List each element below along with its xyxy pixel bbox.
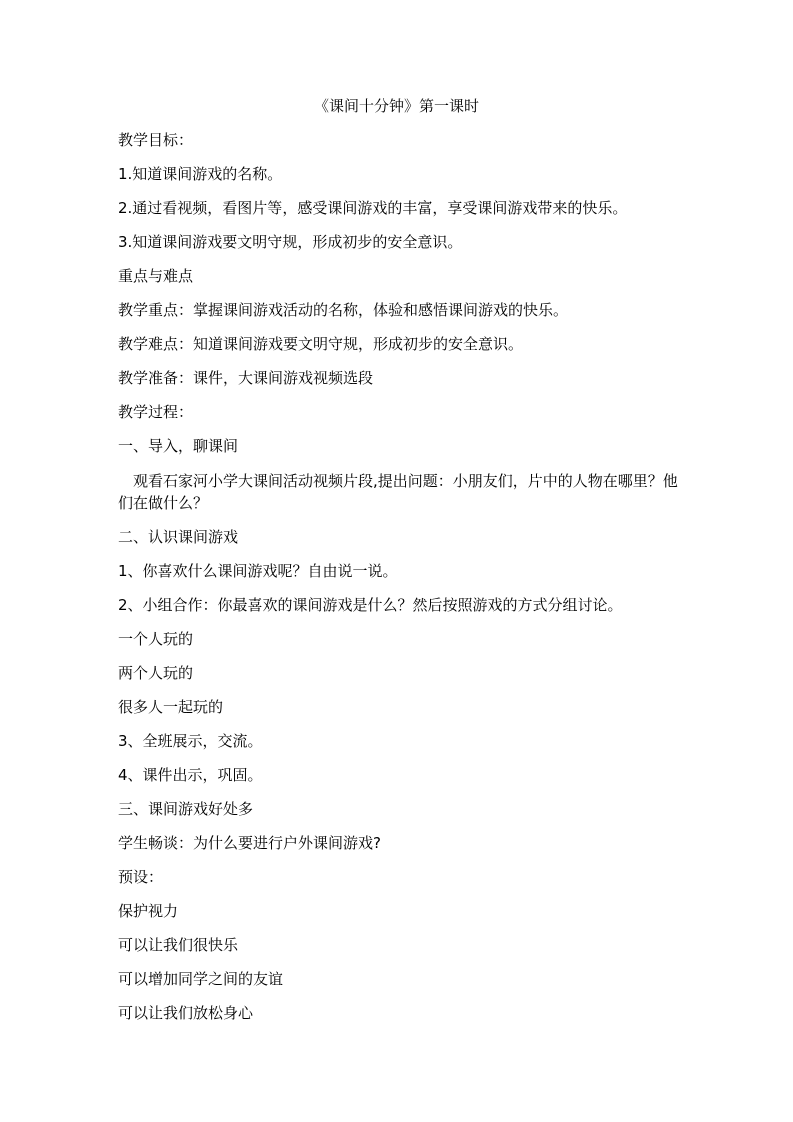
- process-item: 学生畅谈：为什么要进行户外课间游戏?: [118, 834, 381, 852]
- section-heading-process: 教学过程：: [118, 403, 194, 421]
- list-item: 一个人玩的: [118, 630, 194, 648]
- process-item: 3、全班展示，交流。: [118, 732, 263, 750]
- list-item: 可以让我们放松身心: [118, 1004, 254, 1022]
- process-item: 2、小组合作：你最喜欢的课间游戏是什么？然后按照游戏的方式分组讨论。: [118, 596, 623, 614]
- process-item: 1、你喜欢什么课间游戏呢？自由说一说。: [118, 562, 398, 580]
- process-step-heading: 三、课间游戏好处多: [118, 800, 254, 818]
- process-step-heading: 一、导入，聊课间: [118, 437, 239, 455]
- preparation-text: 教学准备：课件，大课间游戏视频选段: [118, 369, 374, 387]
- section-heading-key-points: 重点与难点: [118, 267, 194, 285]
- list-item: 很多人一起玩的: [118, 698, 224, 716]
- process-item: 4、课件出示，巩固。: [118, 766, 263, 784]
- list-item: 可以增加同学之间的友谊: [118, 970, 284, 988]
- process-step-heading: 二、认识课间游戏: [118, 528, 239, 546]
- document-body: [118, 130, 678, 1037]
- objective-item: 2.通过看视频，看图片等，感受课间游戏的丰富，享受课间游戏带来的快乐。: [118, 199, 628, 217]
- process-paragraph: 观看石家河小学大课间活动视频片段,提出问题：小朋友们，片中的人物在哪里？他们在做什么？: [118, 472, 678, 512]
- list-item: 可以让我们很快乐: [118, 936, 239, 954]
- key-point-text: 教学重点：掌握课间游戏活动的名称，体验和感悟课间游戏的快乐。: [118, 301, 569, 319]
- list-item: 保护视力: [118, 902, 179, 920]
- list-item: 两个人玩的: [118, 664, 194, 682]
- document-title: 《课间十分钟》第一课时: [313, 97, 479, 115]
- process-item: 预设：: [118, 868, 164, 886]
- section-heading-objectives: 教学目标：: [118, 131, 194, 149]
- objective-item: 3.知道课间游戏要文明守规，形成初步的安全意识。: [118, 233, 463, 251]
- difficulty-text: 教学难点：知道课间游戏要文明守规，形成初步的安全意识。: [118, 335, 524, 353]
- objective-item: 1.知道课间游戏的名称。: [118, 165, 283, 183]
